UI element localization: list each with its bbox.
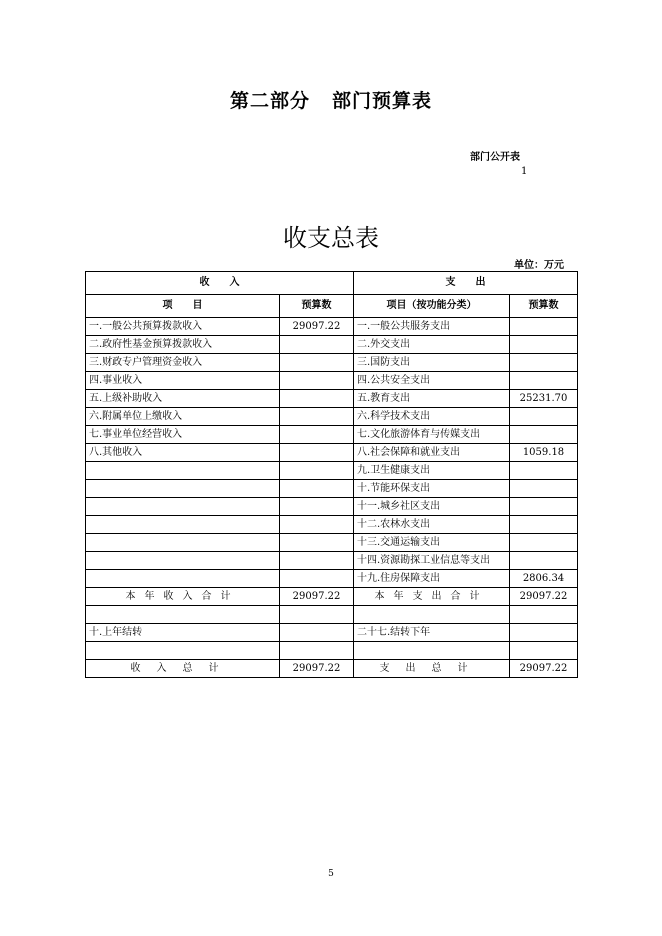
table-row	[86, 570, 578, 588]
table-row	[86, 516, 578, 534]
income-budget-cell	[280, 372, 354, 390]
expense-budget-cell	[510, 426, 578, 444]
income-budget-cell	[280, 390, 354, 408]
expense-budget-cell	[510, 318, 578, 336]
income-item-cell	[86, 534, 280, 552]
expense-item-cell: 十四.资源勘探工业信息等支出	[354, 552, 510, 570]
expense-budget-cell	[510, 462, 578, 480]
expense-grand-total: 29097.22	[510, 660, 578, 678]
income-item-cell	[86, 498, 280, 516]
income-item-cell: 五.上级补助收入	[86, 390, 280, 408]
carry-in-label: 十.上年结转	[86, 624, 280, 642]
expense-header: 支 出	[354, 272, 578, 295]
expense-grand-label: 支出总计	[354, 660, 510, 678]
income-item-cell: 七.事业单位经营收入	[86, 426, 280, 444]
year-income-total: 29097.22	[280, 588, 354, 606]
expense-item-cell: 十一.城乡社区支出	[354, 498, 510, 516]
col-item-header: 项 目	[86, 295, 280, 318]
part-title-b: 部门预算表	[332, 90, 433, 112]
year-income-total-label: 本年收入合计	[86, 588, 280, 606]
part-title	[0, 86, 662, 113]
budget-summary-table	[85, 271, 578, 678]
income-item-cell	[86, 516, 280, 534]
expense-budget-cell	[510, 552, 578, 570]
blank-row	[86, 606, 578, 624]
col-item-func-header: 项目（按功能分类）	[354, 295, 510, 318]
table-row	[86, 354, 578, 372]
income-budget-cell	[280, 480, 354, 498]
table-row	[86, 426, 578, 444]
part-title-a: 第二部分	[229, 90, 310, 112]
income-header: 收 入	[86, 272, 354, 295]
table-row	[86, 552, 578, 570]
year-total-row	[86, 588, 578, 606]
income-budget-cell	[280, 498, 354, 516]
income-grand-total: 29097.22	[280, 660, 354, 678]
expense-item-cell: 八.社会保障和就业支出	[354, 444, 510, 462]
grand-total-row	[86, 660, 578, 678]
table-row	[86, 480, 578, 498]
table-row	[86, 498, 578, 516]
blank-row	[86, 642, 578, 660]
table-row	[86, 372, 578, 390]
expense-item-cell: 三.国防支出	[354, 354, 510, 372]
expense-item-cell: 十.节能环保支出	[354, 480, 510, 498]
expense-budget-cell: 1059.18	[510, 444, 578, 462]
income-item-cell: 八.其他收入	[86, 444, 280, 462]
income-item-cell: 六.附属单位上缴收入	[86, 408, 280, 426]
expense-budget-cell	[510, 336, 578, 354]
income-budget-cell	[280, 354, 354, 372]
carry-row	[86, 624, 578, 642]
expense-item-cell: 十九.住房保障支出	[354, 570, 510, 588]
expense-budget-cell	[510, 498, 578, 516]
income-budget-cell	[280, 516, 354, 534]
public-table-number: 1	[521, 166, 528, 177]
expense-item-cell: 十三.交通运输支出	[354, 534, 510, 552]
expense-item-cell: 七.文化旅游体育与传媒支出	[354, 426, 510, 444]
expense-item-cell: 九.卫生健康支出	[354, 462, 510, 480]
income-item-cell	[86, 552, 280, 570]
expense-item-cell: 五.教育支出	[354, 390, 510, 408]
col-budget-header: 预算数	[280, 295, 354, 318]
table-row	[86, 444, 578, 462]
income-grand-label: 收入总计	[86, 660, 280, 678]
income-budget-cell	[280, 444, 354, 462]
income-item-cell	[86, 480, 280, 498]
expense-budget-cell: 2806.34	[510, 570, 578, 588]
table-row	[86, 390, 578, 408]
income-budget-cell	[280, 336, 354, 354]
income-budget-cell	[280, 426, 354, 444]
table-title: 收支总表	[283, 224, 379, 252]
expense-budget-cell	[510, 480, 578, 498]
income-budget-cell	[280, 570, 354, 588]
expense-item-cell: 六.科学技术支出	[354, 408, 510, 426]
expense-budget-cell	[510, 354, 578, 372]
table-row	[86, 408, 578, 426]
year-expense-total: 29097.22	[510, 588, 578, 606]
income-budget-cell	[280, 408, 354, 426]
public-table-label: 部门公开表	[470, 152, 520, 163]
table-row	[86, 318, 578, 336]
income-item-cell: 四.事业收入	[86, 372, 280, 390]
income-budget-cell: 29097.22	[280, 318, 354, 336]
carry-out-label: 二十七.结转下年	[354, 624, 510, 642]
table-row	[86, 534, 578, 552]
income-item-cell: 二.政府性基金预算拨款收入	[86, 336, 280, 354]
income-budget-cell	[280, 462, 354, 480]
unit-label: 单位：万元	[514, 260, 564, 271]
year-expense-total-label: 本年支出合计	[354, 588, 510, 606]
expense-budget-cell	[510, 516, 578, 534]
expense-budget-cell	[510, 372, 578, 390]
col-budget2-header: 预算数	[510, 295, 578, 318]
income-item-cell	[86, 462, 280, 480]
expense-budget-cell: 25231.70	[510, 390, 578, 408]
expense-budget-cell	[510, 408, 578, 426]
expense-item-cell: 四.公共安全支出	[354, 372, 510, 390]
table-row	[86, 336, 578, 354]
expense-item-cell: 十二.农林水支出	[354, 516, 510, 534]
income-budget-cell	[280, 552, 354, 570]
expense-budget-cell	[510, 534, 578, 552]
income-item-cell	[86, 570, 280, 588]
income-budget-cell	[280, 534, 354, 552]
income-item-cell: 一.一般公共预算拨款收入	[86, 318, 280, 336]
expense-item-cell: 一.一般公共服务支出	[354, 318, 510, 336]
table-row	[86, 462, 578, 480]
expense-item-cell: 二.外交支出	[354, 336, 510, 354]
page-number: 5	[328, 869, 334, 879]
income-item-cell: 三.财政专户管理资金收入	[86, 354, 280, 372]
